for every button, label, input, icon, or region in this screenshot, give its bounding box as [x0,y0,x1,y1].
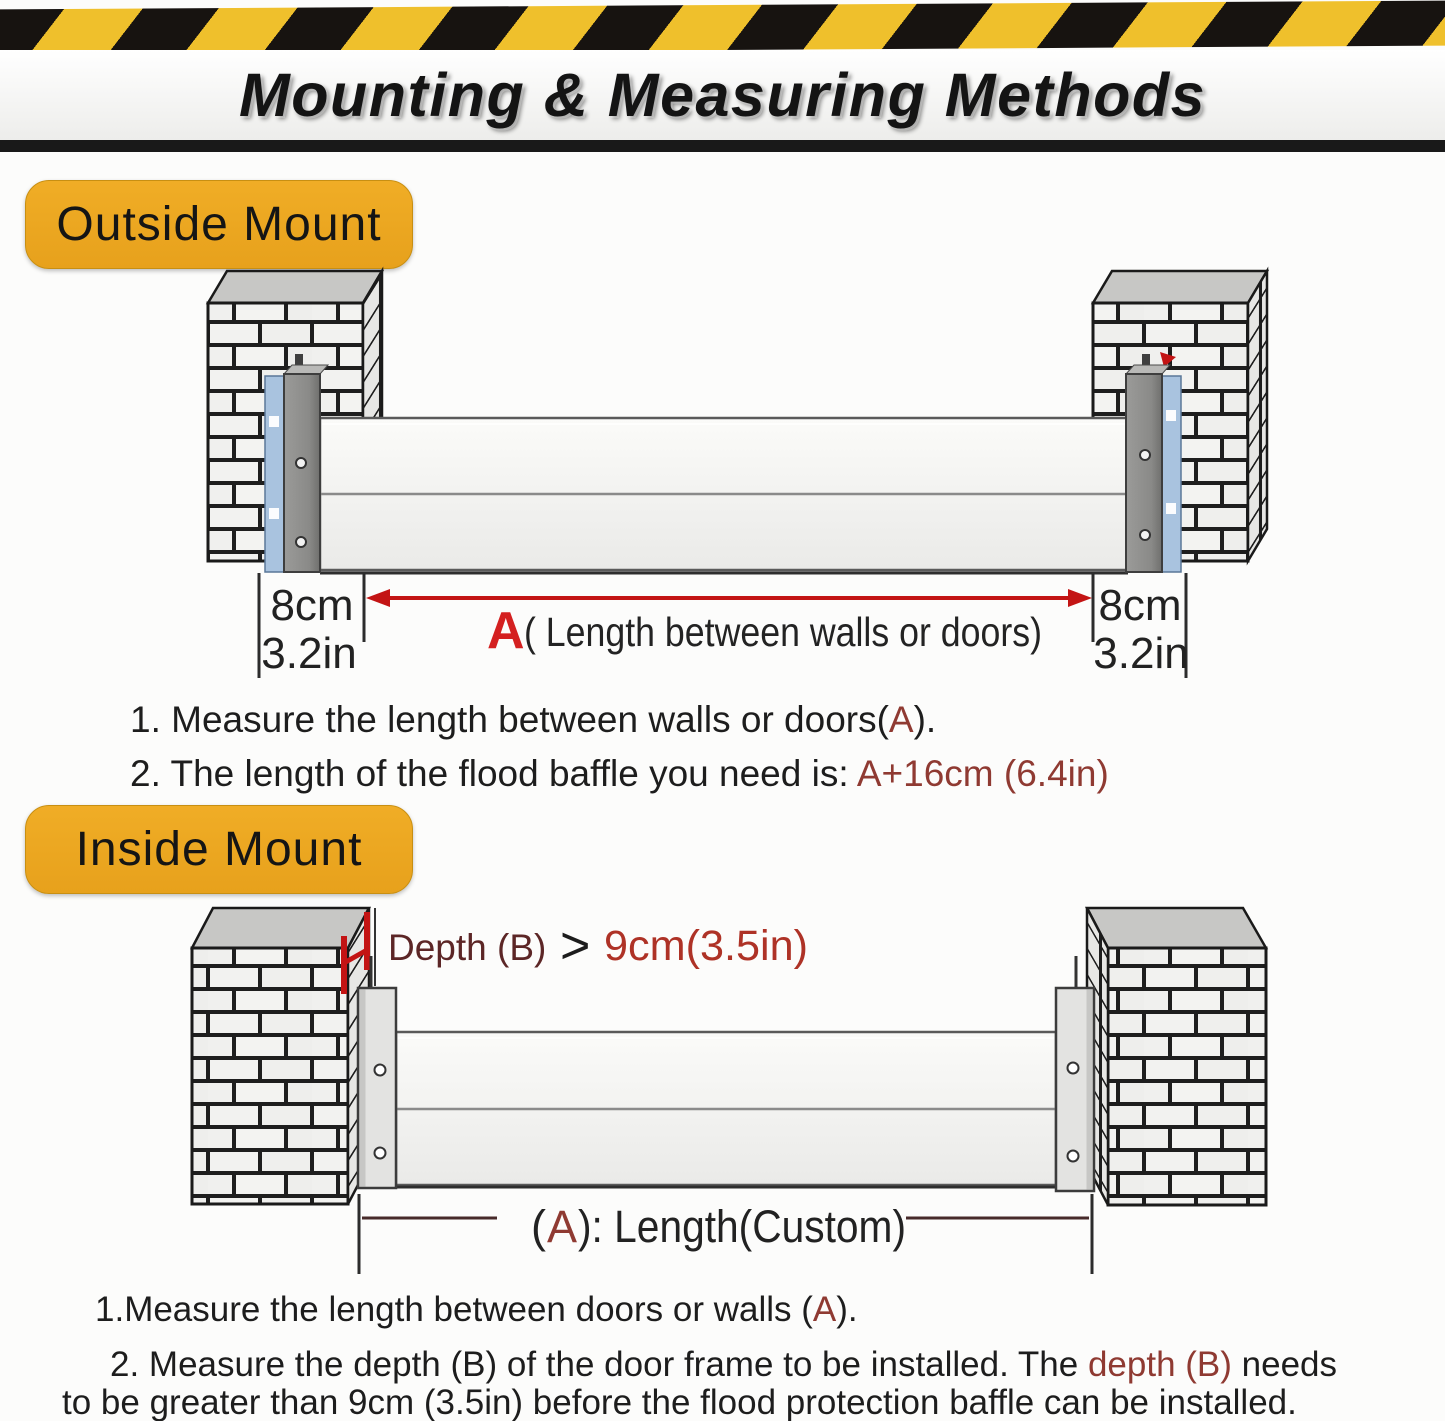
step-text: 1. Measure the length between walls or doors( [130,699,889,740]
inside-step-1 [95,1290,858,1330]
step-text: 2. Measure the depth (B) of the door frame to be installed. The [110,1345,1088,1384]
inside-bracket-right [1056,956,1094,1191]
step-text: 1.Measure the length between doors or walls ( [95,1290,813,1329]
step-text: ). [836,1290,858,1329]
dim-left-cm: 8cm [270,581,354,630]
depth-label: Depth (B) [388,927,547,968]
page-title: Mounting & Measuring Methods [238,61,1207,129]
inside-flood-barrier [396,1032,1056,1187]
outside-mount-label-text: Outside Mount [56,198,382,251]
depth-value: 9cm(3.5in) [604,922,808,970]
length-variable-a: A [547,1201,578,1252]
inside-step-2-line-1 [110,1345,1337,1385]
outside-step-1 [130,699,936,741]
step-text: ). [913,699,937,740]
step-highlight: A [888,699,914,740]
step-highlight: A+16cm (6.4in) [856,753,1109,794]
step-text: needs [1231,1345,1338,1384]
inside-bracket-left [358,956,396,1188]
step-highlight: depth (B) [1087,1345,1232,1384]
span-description: ( Length between walls or doors) [524,609,1042,655]
dim-right-in: 3.2in [1093,629,1189,678]
inside-mount-label-text: Inside Mount [75,823,363,876]
inside-step-2-line-2 [62,1383,1297,1421]
outside-mount-diagram [208,271,1267,678]
span-variable-a: A [487,602,525,660]
step-highlight: A [812,1290,837,1329]
inside-right-pillar [1087,908,1266,1205]
length-label-rest: ): Length(Custom) [578,1201,906,1252]
span-arrow [366,589,1092,607]
dim-left-in: 3.2in [261,629,357,678]
inside-mount-diagram [192,908,1266,1274]
depth-greater-than: > [560,917,591,975]
outside-step-2 [130,753,1109,795]
outside-flood-barrier [320,418,1128,573]
step-text: to be greater than 9cm (3.5in) before the flood protection baffle can be installed. [62,1383,1297,1421]
step-text: 2. The length of the flood baffle you need is: [130,753,857,794]
length-label-open: ( [531,1201,546,1252]
dim-right-cm: 8cm [1098,581,1182,630]
